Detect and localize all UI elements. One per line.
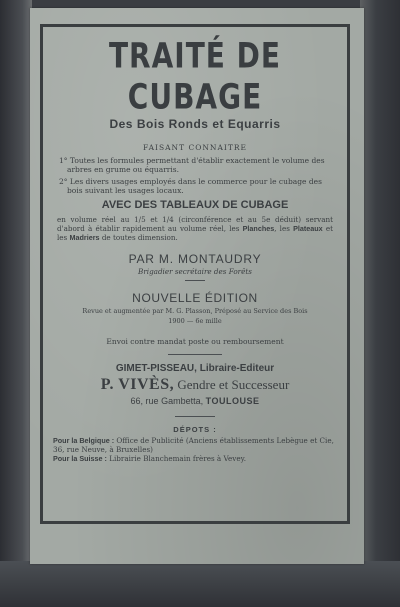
revue-line: 1900 — 6e mille [168, 317, 222, 325]
book-spine-shadow-right [360, 0, 400, 607]
address-street: 66, rue Gambetta, [130, 396, 204, 406]
desc-bold: Madriers [69, 233, 100, 242]
depot-text: Office de Publicité (Anciens établissements Lebègue et Cie, 36, rue Neuve, à Bruxelles) [53, 436, 334, 454]
desc-bold: Planches [242, 224, 275, 233]
envoi-line: Envoi contre mandat poste ou remboursement [106, 337, 284, 346]
point-item: 1° Toutes les formules permettant d'établir exactement le volume des arbres en grume ou équarris. [59, 156, 325, 174]
depot-item [53, 436, 337, 454]
desc-text: , les [274, 224, 290, 233]
depot-label: Pour la Belgique : [53, 436, 115, 445]
book-title: TRAITÉ DE CUBAGE [108, 34, 282, 118]
desc-bold: Plateaux [293, 224, 323, 233]
divider [185, 280, 205, 281]
publisher-line: GIMET-PISSEAU, Libraire-Editeur [115, 363, 275, 374]
point-item: 2° Les divers usages employés dans le commerce pour le cubage des bois suivant les usages locaux. [59, 177, 322, 195]
points-list [59, 156, 331, 195]
author-role: Brigadier secrétaire des Forêts [138, 267, 252, 276]
address-city: TOULOUSE [205, 396, 260, 406]
depots-list [53, 436, 337, 463]
successor-rest: Gendre et Successeur [177, 377, 290, 392]
book-spine-shadow-left [0, 0, 32, 607]
depots-heading: DÉPOTS : [173, 425, 217, 434]
depot-label: Pour la Suisse : [53, 454, 107, 463]
divider [168, 354, 222, 355]
cover-frame [40, 24, 350, 524]
desc-text: et les [57, 224, 333, 242]
successor-name: P. VIVÈS, [100, 376, 175, 393]
revue-line: Revue et augmentée par M. G. Plasson, Préposé au Service des Bois [82, 307, 308, 315]
divider [175, 416, 215, 417]
book-bottom-shadow [0, 561, 400, 607]
faisant-connaitre: FAISANT CONNAITRE [143, 143, 247, 152]
book-cover [30, 8, 364, 564]
edition-heading: NOUVELLE ÉDITION [132, 291, 258, 305]
author-line: PAR M. MONTAUDRY [128, 252, 262, 266]
book-subtitle: Des Bois Ronds et Equarris [109, 117, 281, 131]
desc-text: en volume réel au 1/5 et 1/4 (circonférence et au 5e déduit) servant d'abord à établir rapidement au volume réel, les [57, 215, 333, 233]
address-line [43, 396, 347, 406]
depot-text: Librairie Blanchemain frères à Vevey. [109, 454, 246, 463]
tables-heading: AVEC DES TABLEAUX DE CUBAGE [101, 199, 289, 211]
successor-line [43, 376, 347, 394]
tables-description [57, 215, 333, 242]
desc-text: de toutes dimension. [101, 233, 178, 242]
depot-item [53, 454, 337, 463]
